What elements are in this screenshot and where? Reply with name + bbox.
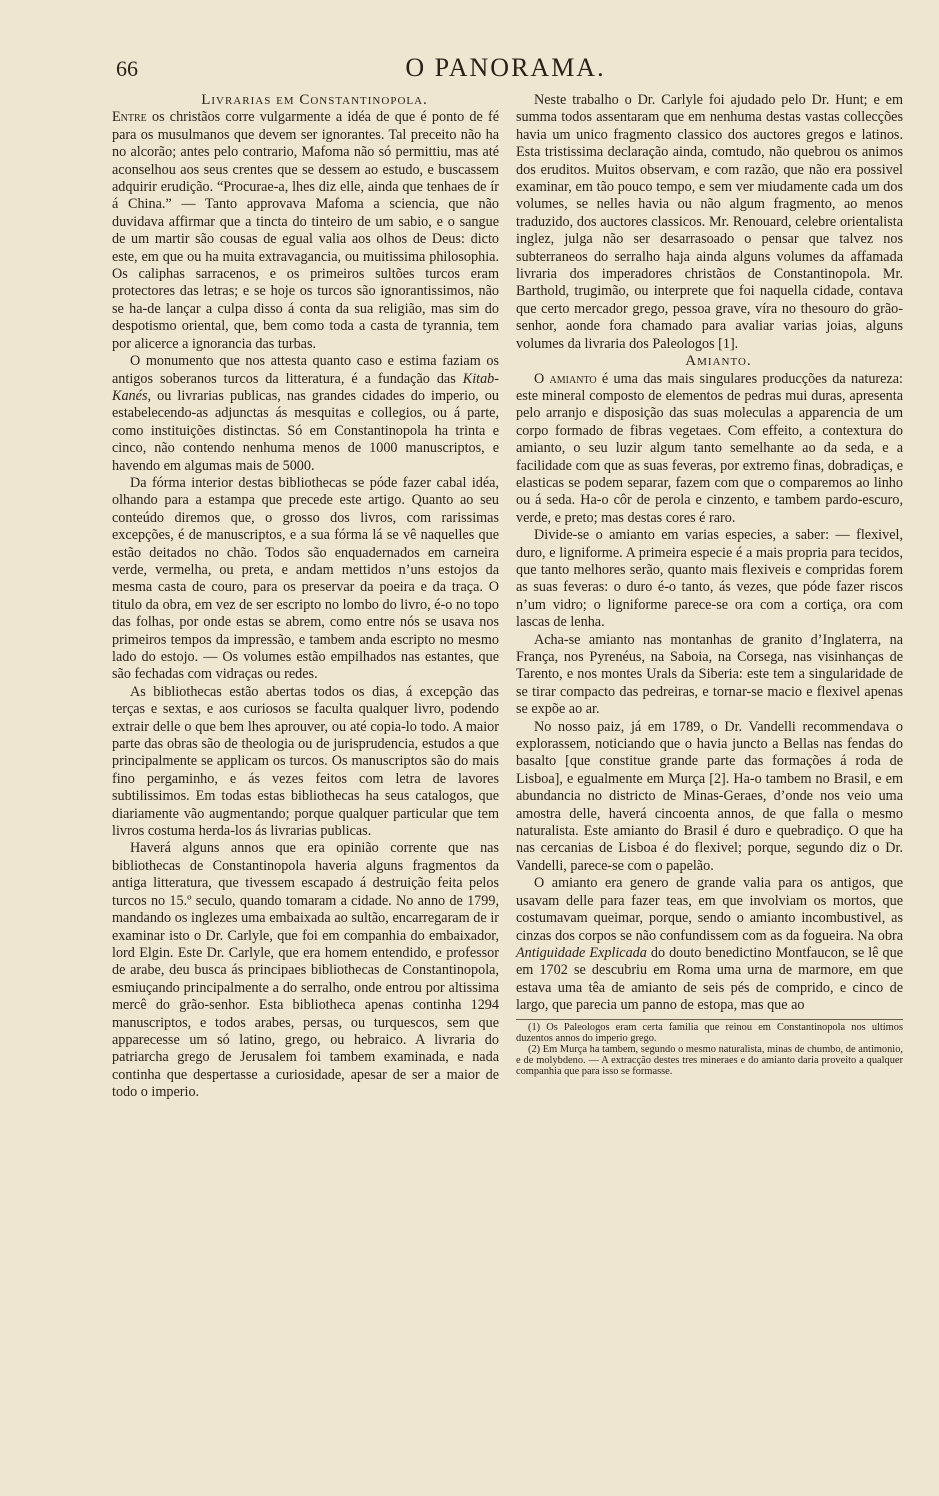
paragraph-text: é uma das mais singulares producções da natureza: este mineral composto de elementos de pedras mui duras, apresenta pelo arranjo e disposição das suas moleculas a apparencia de um corpo formado de fibras vegetaes. Com effeito, a contextura do amianto, o seu luzir algum tanto semelhante ao da seda, e a facilidade com que as suas feveras, por extremo finas, dobradiças, e elasticas se podem separar, fazem com que o comparemos ao linho ou á seda. Ha-o côr de perola e cinzento, e tambem pardo-escuro, verde, e preto; mas destas cores é raro. — [516, 370, 903, 526]
article-heading-livrarias: Livrarias em Constantinopola. — [201, 92, 428, 108]
paragraph-lead: O amianto — [534, 370, 597, 387]
footnote: (2) Em Murça ha tambem, segundo o mesmo naturalista, minas de chumbo, de antimonio, e de molybdeno. — A extracção destes tres mineraes e do amianto daria proveito a qualquer companhia que para isso se formasse. — [516, 1043, 903, 1077]
paragraph-text: O monumento que nos attesta quanto caso e estima faziam os antigos soberanos turcos da litteratura, é a fundação das — [112, 353, 499, 387]
footnotes — [516, 1019, 903, 1077]
paragraph-text: do douto benedictino Montfaucon, se lê que em 1702 se descubriu em Roma uma urna de marmore, em que estava uma têa de amianto de seis pés de comprido, e cinco de largo, que parecia um panno de estopa, mas que ao — [516, 944, 903, 1014]
paragraph-text: os christãos corre vulgarmente a idéa de que é ponto de fé para os musulmanos que devem ser ignorantes. Tal preceito não ha no alcorão; antes pelo contrario, Mafoma não só permittiu, mas até aconselhou aos seus crentes que se dessem ao estudo, e buscassem adquirir erudição. “Procurae-a, lhes diz elle, ainda que tenhaes de ír á China.” — Tanto approvava Mafoma a sciencia, que não duvidava affirmar que a tincta do tinteiro de um sabio, e o sangue de um martir são cousas de egual valia aos olhos de Deus: dicto este, em que ou ha muita extravagancia, ou muitissima philosophia. Os caliphas sarracenos, e os primeiros sultões turcos eram protectores das letras; e se hoje os turcos são ignorantissimos, não se ha-de lançar a culpa disso á conta da sua religião, mas sim do despotismo oriental, que, bem como toda a casta de tyrannia, tem por alicerce a ignorancia das turbas. — [112, 109, 499, 352]
page-title: O PANORAMA. — [405, 53, 606, 82]
left-column — [112, 92, 499, 1102]
paragraph-text: O amianto era genero de grande valia para os antigos, que usavam delle para fazer teas, em que involviam os mortos, que costumavam queimar, porque, sendo o amianto incombustivel, as cinzas dos corpos se não confundissem com as da fogueira. Na obra — [516, 875, 903, 944]
paragraph-lead: Entre — [112, 109, 147, 126]
paragraph: Acha-se amianto nas montanhas de granito d’Inglaterra, na França, nos Pyrenéus, na Saboia, na Corsega, nas visinhanças de Tarento, e nos montes Urals da Siberia: este tem a singularidade de se tirar compacto das pedreiras, e tornar-se macio e flexivel apenas se expõe ao ar. — [516, 631, 903, 718]
paragraph — [516, 371, 903, 528]
right-column — [516, 92, 903, 1077]
article-heading-amianto: Amianto. — [685, 353, 752, 370]
paragraph: Neste trabalho o Dr. Carlyle foi ajudado pelo Dr. Hunt; e em summa todos assentaram que em nenhuma destas vastas collecções havia um unico fragmento classico dos auctores gregos e latinos. Esta tristissima declaração ainda, comtudo, não quebrou os animos dos eruditos. Muitos observam, e com razão, que não era possivel examinar, em tão pouco tempo, e sem ver miudamente cada um dos volumes, se nelles havia ou não algum fragmento, ao menos traduzido, dos auctores classicos. Mr. Renouard, celebre orientalista inglez, julga não ser desarrasoado o pensar que talvez nos subterraneos do serralho haja ainda alguns volumes da affamada livraria dos imperadores christãos de Constantinopola. Mr. Barthold, trugimão, ou interprete que foi naquella cidade, contava que certo mercador grego, pessoa grave, víra no thesouro do grão-senhor, aonde fora chamado para avaliar varias joias, alguns volumes da livraria dos Paleologos [1]. — [516, 92, 903, 352]
page-number: 66 — [116, 56, 138, 81]
paragraph: No nosso paiz, já em 1789, o Dr. Vandelli recommendava o explorassem, noticiando que o havia juncto a Bellas nas fendas do basalto [que constitue grande parte das formações á roda de Lisboa], e egualmente em Murça [2]. Ha-o tambem no Brasil, e em abundancia no districto de Minas-Geraes, d’onde nos veio uma amostra delle, haverá cincoenta annos, de que falla o mesmo naturalista. Este amianto do Brasil é duro e quebradiço. O que ha nas cercanias de Lisboa é do flexivel; porque, segundo diz o Dr. Vandelli, parece-se com o papelão. — [516, 718, 903, 874]
footnote: (1) Os Paleologos eram certa familia que reinou em Constantinopola nos ultimos duzentos annos do imperio grego. — [516, 1021, 903, 1044]
paragraph: As bibliothecas estão abertas todos os dias, á excepção das terças e sextas, e aos curiosos se faculta qualquer livro, podendo extrair delle o que bem lhes aprouver, ou até copia-lo todo. A maior parte das obras são de theologia ou de jurisprudencia, estudos a que principalmente se applicam os turcos. Os manuscriptos são do mais fino pergaminho, e ás vezes feitos com letra de lavores subtilissimos. Em todas estas bibliothecas ha seus catalogos, que diariamente vão augmentando; porque qualquer particular que tem livros costuma herda-los ás livrarias publicas. — [112, 683, 499, 840]
emphasis-text: Kitab-Kanés — [112, 370, 499, 404]
paragraph: Da fórma interior destas bibliothecas se póde fazer cabal idéa, olhando para a estampa que precede este artigo. Quanto ao seu conteúdo diremos que, o grosso dos livros, com rarissimas excepções, é de manuscriptos, e a sua fórma lá se vê naquelles que estão deitados no chão. Todos são enquadernados em carneira verde, vermelha, ou preta, e andam mettidos n’uns estojos da mesma casta de couro, para os preservar da poeira e da traça. O titulo da obra, em vez de ser escripto no lombo do livro, é-o no topo das folhas, por onde estas se abrem, como entre nós se usava nos primeiros tempos da impressão, e tambem anda escripto no mesmo lado do estojo. — Os volumes estão empilhados nas estantes, que são fechadas com vidraças ou redes. — [112, 474, 499, 683]
paragraph — [112, 109, 499, 353]
paragraph — [112, 353, 499, 475]
paragraph — [516, 875, 903, 1014]
page-header — [108, 53, 903, 84]
paragraph: Divide-se o amianto em varias especies, a saber: — flexivel, duro, e ligniforme. A primeira especie é a mais propria para tecidos, que tanto melhores serão, quanto mais flexiveis e compridas forem as suas feveras: o duro é-o tanto, ás vezes, que póde fazer riscos n’um vidro; o ligniforme parece-se ora com a cortiça, ora com lascas de lenha. — [516, 527, 903, 631]
paragraph: Haverá alguns annos que era opinião corrente que nas bibliothecas de Constantinopola haveria alguns fragmentos da antiga litteratura, que tivessem escapado á destruição feita pelos turcos no 15.º seculo, quando tomaram a cidade. No anno de 1799, mandando os inglezes uma embaixada ao sultão, encarregaram de ir examinar isto o Dr. Carlyle, que foi em companhia do embaixador, lord Elgin. Este Dr. Carlyle, que era homem entendido, e professor de arabe, deu busca ás principaes bibliothecas de Constantinopola, esmiuçando principalmente a do serralho, onde entrou por altissima mercê do grão-senhor. Esta bibliotheca apenas continha 1294 manuscriptos, e todos arabes, persas, ou turquescos, sem que apparecesse um só latino, grego, ou hebraico. A livraria do patriarcha grego de Jerusalem foi tambem examinada, e nada continha que despertasse a curiosidade, apesar de ser a maior de todo o imperio. — [112, 840, 499, 1101]
paragraph-text: , ou livrarias publicas, nas grandes cidades do imperio, ou estabelecendo-as adjunctas ás mesquitas e collegios, ou á parte, como instituições distinctas. Só em Constantinopola ha trinta e cinco, não contendo nenhuma menos de 1000 manuscriptos, e havendo em algumas mais de 5000. — [112, 387, 499, 474]
emphasis-text: Antiguidade Explicada — [516, 944, 647, 961]
